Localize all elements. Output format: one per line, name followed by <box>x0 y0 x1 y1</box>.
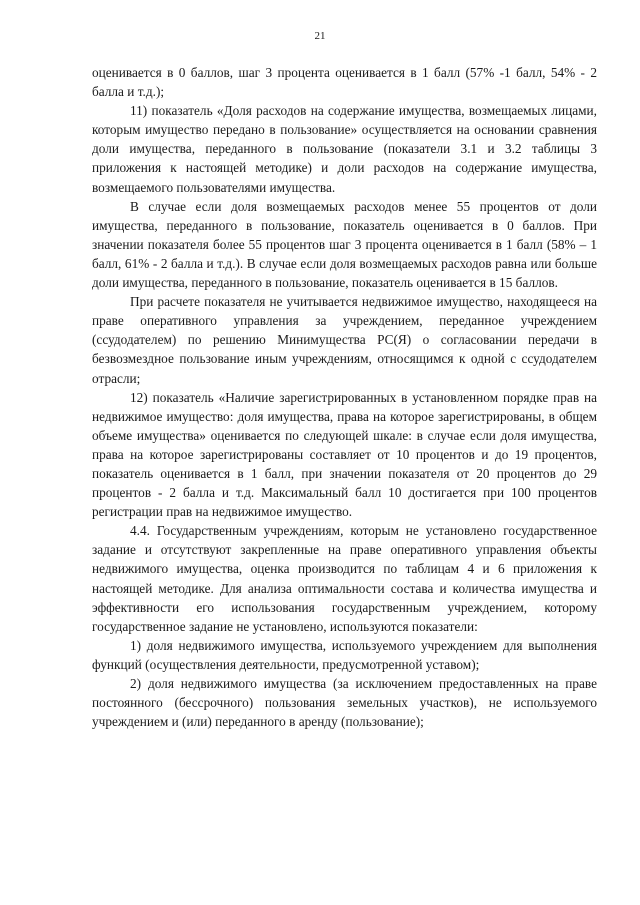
paragraph-indicator-12: 12) показатель «Наличие зарегистрированных в установленном порядке прав на недвижимое имущество: доля имущества, права на которое зарегистрированы, в общем объеме имущества» оценивается по следующей шкале: в случае если доля имущества, права на которое зарегистрированы составляет от 10 процентов и до 19 процентов, показатель оценивается в 1 балл, при значении показателя от 20 процентов до 29 процентов - 2 балла и т.д. Максимальный балл 10 достигается при 100 процентов регистрации прав на недвижимое имущество. <box>92 389 597 520</box>
paragraph-item-1: 1) доля недвижимого имущества, используемого учреждением для выполнения функций (осуществления деятельности, предусмотренной уставом); <box>92 637 597 672</box>
paragraph-calculation-note: При расчете показателя не учитывается недвижимое имущество, находящееся на праве оперативного управления за учреждением, переданное учреждением (ссудодателем) по решению Минимущества РС(Я) о согласовании передачи в безвозмездное пользование иным учреждениям, относящимся к одной с ссудодателем отрасли; <box>92 294 597 386</box>
paragraph-continuation: оценивается в 0 баллов, шаг 3 процента оценивается в 1 балл (57% -1 балл, 54% - 2 балла и т.д.); <box>92 65 597 100</box>
paragraph-item-2: 2) доля недвижимого имущества (за исключением предоставленных на праве постоянного (бессрочного) пользования земельных участков), не используемого учреждением и (или) переданного в аренду (пользование); <box>92 676 597 730</box>
body-text <box>92 63 597 731</box>
paragraph-indicator-11: 11) показатель «Доля расходов на содержание имущества, возмещаемых лицами, которым имущество передано в пользование» осуществляется на основании сравнения доли имущества, переданного в пользование (показатели 3.1 и 3.2 таблицы 3 приложения к настоящей методике) и доли расходов на содержание имущества, возмещаемого пользователями имущества. <box>92 103 597 195</box>
paragraph-section-4-4: 4.4. Государственным учреждениям, которым не установлено государственное задание и отсутствуют закрепленные на праве оперативного управления объекты недвижимого имущества, оценка производится по таблицам 4 и 6 приложения к настоящей методике. Для анализа оптимальности состава и количества имущества и эффективности его использования государственным учреждением, которому государственное задание не установлено, используются показатели: <box>92 523 597 634</box>
page-number: 21 <box>314 30 326 42</box>
paragraph-reimbursement-rule: В случае если доля возмещаемых расходов менее 55 процентов от доли имущества, переданного в пользование, показатель оценивается в 0 баллов. При значении показателя более 55 процентов шаг 3 процента оценивается в 1 балл (58% – 1 балл, 61% - 2 балла и т.д.). В случае если доля возмещаемых расходов равна или больше доли имущества, переданного в пользование, показатель оценивается в 15 баллов. <box>92 198 597 291</box>
